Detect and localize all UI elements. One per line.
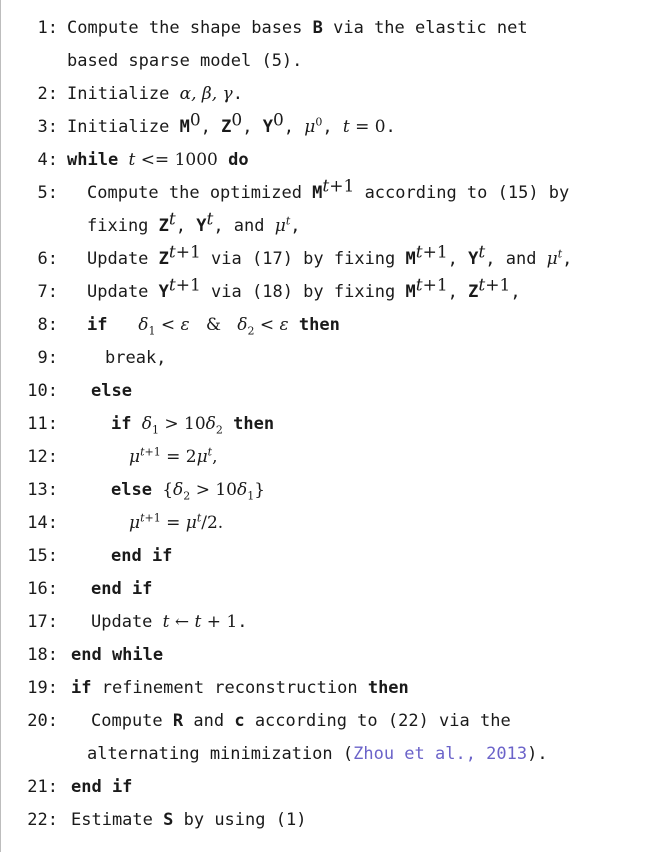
symbol-Y: Y bbox=[196, 216, 207, 236]
keyword-end-if: end if bbox=[91, 579, 153, 599]
math-cond: $\delta_1 > 10\delta_2$ bbox=[141, 414, 223, 437]
text: refinement reconstruction bbox=[91, 678, 368, 698]
line-number: 3: bbox=[37, 117, 58, 137]
keyword-then: then bbox=[233, 414, 275, 434]
symbol-M: M bbox=[405, 249, 416, 269]
symbol-R: R bbox=[172, 711, 184, 731]
line-number: 20: bbox=[27, 711, 58, 731]
line-number: 19: bbox=[27, 678, 58, 698]
symbol-Z: Z bbox=[468, 282, 479, 302]
keyword-then: then bbox=[298, 315, 340, 335]
keyword-if: if bbox=[111, 414, 132, 434]
keyword-then: then bbox=[367, 678, 409, 698]
math-cond: $\{\delta_2 > 10\delta_1\}$ bbox=[162, 480, 266, 503]
line-number: 22: bbox=[27, 810, 58, 830]
text: Initialize bbox=[67, 117, 180, 137]
text: fixing bbox=[87, 216, 159, 236]
text: according to (15) by bbox=[354, 183, 570, 203]
keyword-if: if bbox=[87, 315, 108, 335]
text: , and bbox=[485, 249, 547, 269]
text: according to (22) via the bbox=[244, 711, 511, 731]
keyword-while: while bbox=[67, 150, 119, 170]
line-number: 2: bbox=[37, 84, 58, 104]
text: break, bbox=[105, 348, 167, 368]
line-number: 6: bbox=[37, 249, 58, 269]
line-number: 7: bbox=[37, 282, 58, 302]
line-number: 15: bbox=[27, 546, 58, 566]
text: Update bbox=[91, 612, 163, 632]
line-number: 8: bbox=[37, 315, 58, 335]
text: Update bbox=[87, 282, 159, 302]
symbol-B: B bbox=[312, 18, 323, 38]
text: based sparse model (5). bbox=[67, 51, 303, 71]
symbol-Y: Y bbox=[262, 117, 273, 137]
line-number: 9: bbox=[37, 348, 58, 368]
line-number: 21: bbox=[27, 777, 58, 797]
citation-link[interactable]: Zhou et al., 2013 bbox=[353, 744, 528, 764]
symbol-S: S bbox=[163, 810, 174, 830]
math-mu0: $\mu^0$ bbox=[304, 115, 323, 137]
math-cond: $\delta_1 < \varepsilon$ & $\delta_2 < \varepsilon$ bbox=[138, 315, 289, 338]
text: , and bbox=[213, 216, 275, 236]
line-number: 10: bbox=[27, 381, 58, 401]
text: Compute the optimized bbox=[87, 183, 313, 203]
keyword-do: do bbox=[228, 150, 249, 170]
math-cond: t <= 1000 bbox=[128, 150, 218, 170]
symbol-Z: Z bbox=[221, 117, 232, 137]
algorithm-box: 1: Compute the shape bases B via the elastic net based sparse model (5). 2: Initialize α, β, γ. 3: Initialize $M^0$, $Z^0$, $Y^0$, $\mu^0$, t = 0. 4: while t <= 1000 do 5: Compute the optimized $M^{t+1}$ according to (15) by fixing $Z^t$, $Y^t$, and $\mu^t$, 6: Update $Z^{t+1}$ via (17) by fixing $M^{t+1}$, $Y^t$, and $\mu^t$, 7: Update $Y^{t+1}$ via (18) by fixing $M^{t+1}$, $Z^{t+1}$, 8: if $\delta_1 < \varepsilon$ & $\delta_2 < \varepsilon$ then 9: break, 10: else 11: if $\delta_1 > 10\delta_2$ then 12: $\mu^{t+1} = 2\mu^t$, 13: else $\{\delta_2 > 10\delta_1\}$ 14: $\mu^{t+1} = \mu^t/2$. 15: end if 16: end if 17: Update t ← t + 1. 18: end while 19: if refinement reconstruction then 20: Compute R and c according to (22) via the alternating minimization (Zhou et al., 2013). 21: end if 22: Estimate S by using (1) bbox=[0, 0, 658, 852]
line-number: 5: bbox=[37, 183, 58, 203]
text: Initialize bbox=[67, 84, 180, 104]
keyword-end-while: end while bbox=[71, 645, 164, 665]
line-number: 11: bbox=[27, 414, 58, 434]
line-number: 1: bbox=[37, 18, 58, 38]
symbol-Y: Y bbox=[468, 249, 479, 269]
symbol-M: M bbox=[179, 117, 190, 137]
math-mut: $\mu^t$ bbox=[274, 214, 291, 236]
math-params: α, β, γ bbox=[179, 84, 233, 104]
keyword-else: else bbox=[91, 381, 132, 401]
line-number: 18: bbox=[27, 645, 58, 665]
line-number: 14: bbox=[27, 513, 58, 533]
text: Compute bbox=[91, 711, 173, 731]
math-update: $\mu^{t+1} = \mu^t/2$. bbox=[129, 511, 224, 533]
text: Estimate bbox=[71, 810, 164, 830]
symbol-M: M bbox=[405, 282, 416, 302]
keyword-if: if bbox=[71, 678, 92, 698]
keyword-end-if: end if bbox=[111, 546, 173, 566]
math-t0: t = 0 bbox=[342, 117, 386, 137]
symbol-Z: Z bbox=[158, 249, 169, 269]
math-increment: t ← t + 1 bbox=[162, 612, 238, 632]
symbol-c: c bbox=[234, 711, 245, 731]
symbol-Z: Z bbox=[158, 216, 169, 236]
line-number: 4: bbox=[37, 150, 58, 170]
text: and bbox=[183, 711, 235, 731]
text: via (17) by fixing bbox=[200, 249, 406, 269]
keyword-else: else bbox=[111, 480, 152, 500]
text: via (18) by fixing bbox=[200, 282, 406, 302]
text: Compute the shape bases bbox=[67, 18, 313, 38]
line-number: 17: bbox=[27, 612, 58, 632]
keyword-end-if: end if bbox=[71, 777, 133, 797]
math-update: $\mu^{t+1} = 2\mu^t$, bbox=[129, 445, 218, 467]
symbol-M: M bbox=[312, 183, 323, 203]
math-mut: $\mu^t$ bbox=[546, 247, 563, 269]
line-number: 16: bbox=[27, 579, 58, 599]
line-number: 13: bbox=[27, 480, 58, 500]
text: by using (1) bbox=[173, 810, 307, 830]
text: ). bbox=[527, 744, 548, 764]
line-number: 12: bbox=[27, 447, 58, 467]
text: alternating minimization ( bbox=[87, 744, 354, 764]
text: via the elastic net bbox=[322, 18, 528, 38]
symbol-Y: Y bbox=[158, 282, 169, 302]
text: Update bbox=[87, 249, 159, 269]
